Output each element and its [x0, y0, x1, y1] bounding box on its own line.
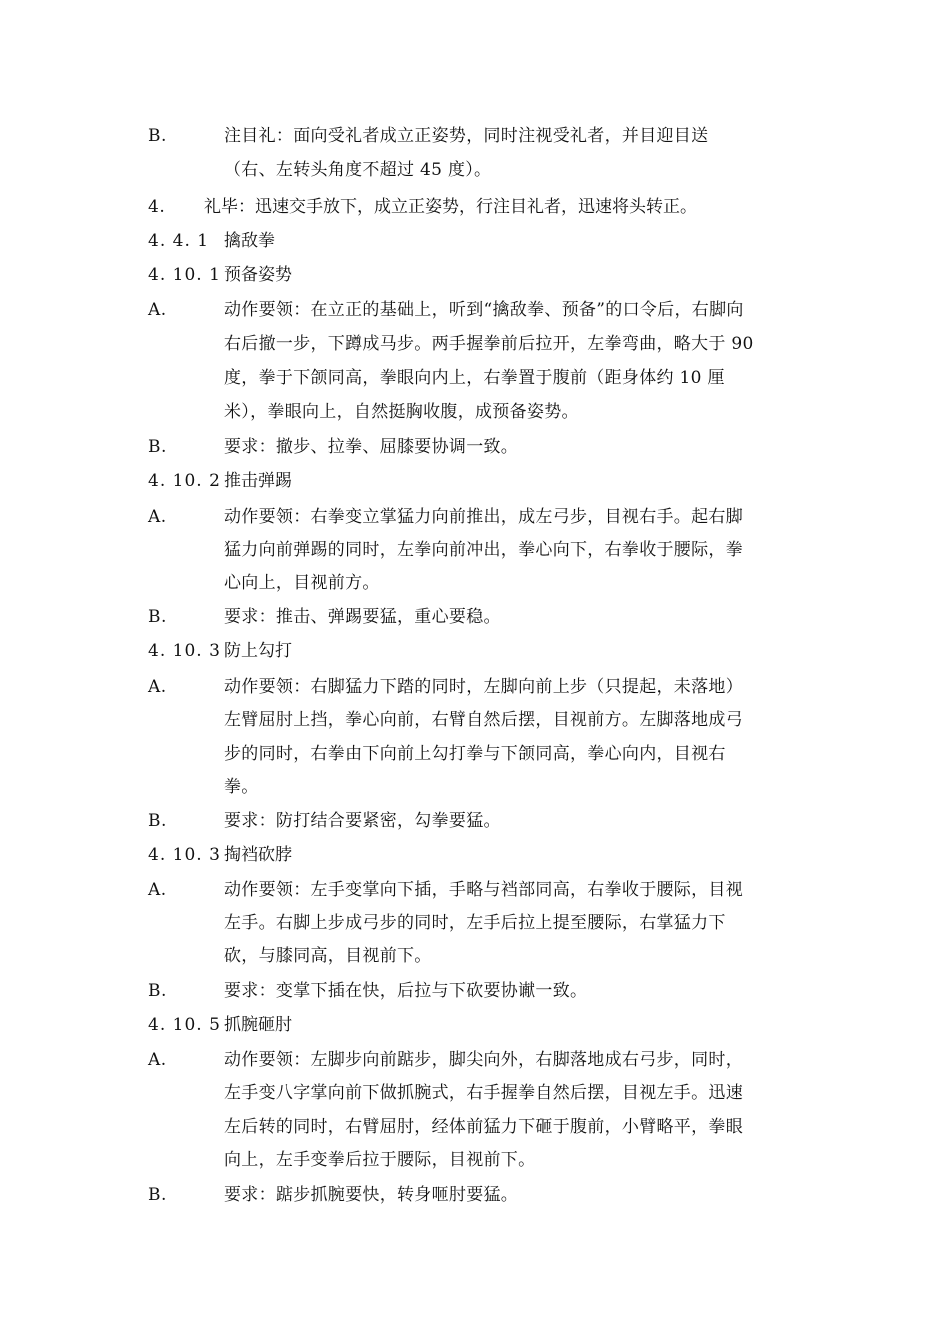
item-text: 动作要领：右拳变立掌猛力向前推出，成左弓步，目视右手。起右脚 — [224, 507, 743, 527]
item-a-cont — [148, 1143, 828, 1177]
item-text: 要求：踮步抓腕要快，转身咂肘要猛。 — [224, 1185, 519, 1205]
item-text: 向上，左手变拳后拉于腰际，目视前下。 — [224, 1150, 536, 1170]
item-text: 动作要领：在立正的基础上，听到“擒敌拳、预备”的口令后，右脚向 — [224, 300, 744, 320]
item-a-cont — [148, 770, 828, 804]
item-text: 要求：撤步、拉拳、屈膝要协调一致。 — [224, 437, 519, 457]
item-text: 拳。 — [224, 777, 259, 797]
section-heading — [148, 634, 828, 668]
section-number: 4. 10. 5 — [148, 1015, 221, 1035]
item-marker: A. — [148, 677, 167, 697]
item-a-cont — [148, 361, 828, 395]
item-marker: A. — [148, 507, 167, 527]
item-b — [148, 804, 828, 838]
item-text: 猛力向前弹踢的同时，左拳向前冲出，拳心向下，右拳收于腰际，拳 — [224, 540, 743, 560]
item-marker: A. — [148, 1050, 167, 1070]
item-text: 动作要领：右脚猛力下踏的同时，左脚向前上步（只提起，未落地） — [224, 677, 743, 697]
item-text: 左手变八字掌向前下做抓腕式，右手握拳自然后摆，目视左手。迅速 — [224, 1083, 743, 1103]
section-number: 4. 10. 1 — [148, 265, 221, 285]
item-text: 米），拳眼向上，自然挺胸收腹，成预备姿势。 — [224, 402, 579, 422]
section-number: 4. 10. 2 — [148, 471, 221, 491]
item-a-cont — [148, 703, 828, 737]
item-text: （右、左转头角度不超过 45 度）。 — [224, 160, 492, 180]
item-b-salute — [148, 119, 828, 153]
item-a — [148, 1043, 828, 1077]
section-heading-main — [148, 224, 828, 258]
item-marker: A. — [148, 880, 167, 900]
section-heading — [148, 838, 828, 872]
item-text: 左手。右脚上步成弓步的同时，左手后拉上提至腰际，右掌猛力下 — [224, 913, 726, 933]
item-text: 步的同时，右拳由下向前上勾打拳与下颌同高，拳心向内，目视右 — [224, 744, 726, 764]
item-a-cont — [148, 939, 828, 973]
item-text: 动作要领：左手变掌向下插，手略与裆部同高，右拳收于腰际，目视 — [224, 880, 743, 900]
item-a-cont — [148, 737, 828, 771]
item-a-cont — [148, 327, 828, 361]
item-a-cont — [148, 1110, 828, 1144]
item-a-cont — [148, 395, 828, 429]
item-text: 心向上，目视前方。 — [224, 573, 380, 593]
item-text: 左臂屈肘上挡，拳心向前，右臂自然后摆，目视前方。左脚落地成弓 — [224, 710, 743, 730]
item-text: 砍，与膝同高，目视前下。 — [224, 946, 432, 966]
item-b — [148, 600, 828, 634]
item-text: 动作要领：左脚步向前踮步，脚尖向外，右脚落地成右弓步，同时， — [224, 1050, 743, 1070]
item-marker: 4. — [148, 197, 166, 217]
item-text: 要求：防打结合要紧密，勾拳要猛。 — [224, 811, 501, 831]
item-a-cont — [148, 566, 828, 600]
section-heading — [148, 1008, 828, 1042]
item-a — [148, 873, 828, 907]
section-number: 4. 4. 1 — [148, 231, 210, 251]
item-text: 右后撤一步，下蹲成马步。两手握拳前后拉开，左拳弯曲，略大于 90 — [224, 334, 754, 354]
item-a-cont — [148, 533, 828, 567]
section-title: 抓腕砸肘 — [224, 1015, 292, 1035]
item-marker: B. — [148, 607, 167, 627]
section-number: 4. 10. 3 — [148, 641, 221, 661]
section-title: 防上勾打 — [224, 641, 292, 661]
item-a — [148, 293, 828, 327]
item-text: 礼毕：迅速交手放下，成立正姿势，行注目礼者，迅速将头转正。 — [204, 197, 697, 217]
section-title: 擒敌拳 — [224, 231, 275, 251]
item-text: 注目礼：面向受礼者成立正姿势，同时注视受礼者，并目迎目送 — [224, 126, 709, 146]
item-text: 要求：推击、弹踢要猛，重心要稳。 — [224, 607, 501, 627]
item-b — [148, 430, 828, 464]
item-marker: B. — [148, 981, 167, 1001]
item-marker: B. — [148, 437, 167, 457]
item-text: 左后转的同时，右臂屈肘，经体前猛力下砸于腹前，小臂略平，拳眼 — [224, 1117, 743, 1137]
item-b-salute-cont — [148, 153, 828, 187]
item-marker: A. — [148, 300, 167, 320]
section-title: 掏裆砍脖 — [224, 845, 292, 865]
item-a — [148, 670, 828, 704]
item-a — [148, 500, 828, 534]
item-marker: B. — [148, 126, 167, 146]
item-b — [148, 974, 828, 1008]
section-title: 预备姿势 — [224, 265, 292, 285]
item-4-finish — [148, 190, 828, 224]
section-heading — [148, 464, 828, 498]
item-text: 度，拳于下颌同高，拳眼向内上，右拳置于腹前（距身体约 10 厘 — [224, 368, 725, 388]
section-heading — [148, 258, 828, 292]
section-number: 4. 10. 3 — [148, 845, 221, 865]
item-marker: B. — [148, 811, 167, 831]
section-title: 推击弹踢 — [224, 471, 292, 491]
item-a-cont — [148, 906, 828, 940]
item-text: 要求：变掌下插在快，后拉与下砍要协谳一致。 — [224, 981, 588, 1001]
item-b — [148, 1178, 828, 1212]
item-marker: B. — [148, 1185, 167, 1205]
item-a-cont — [148, 1076, 828, 1110]
